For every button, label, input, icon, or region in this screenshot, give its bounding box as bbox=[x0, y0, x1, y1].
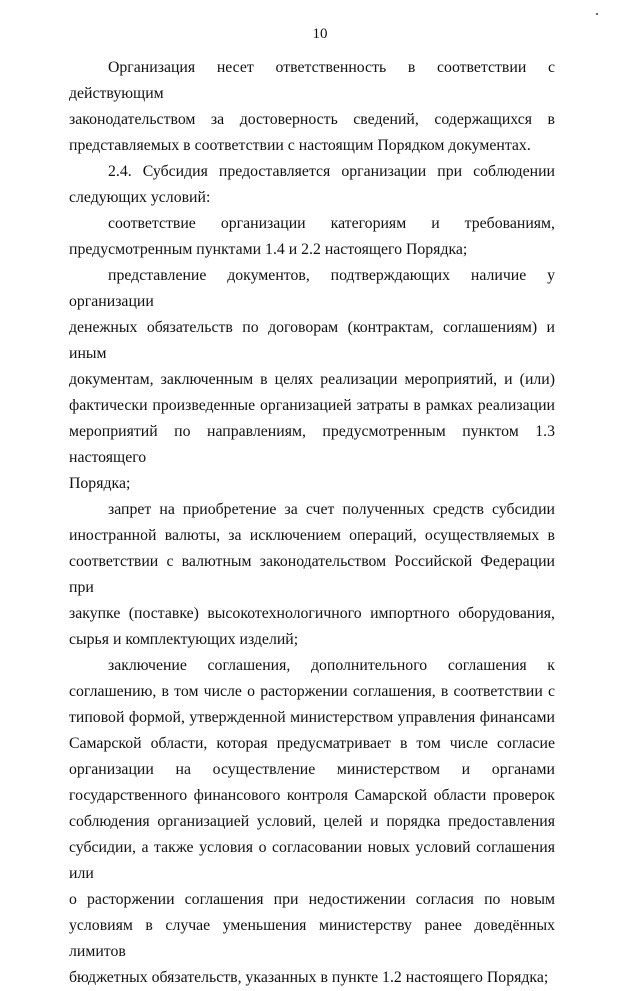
text-line: мероприятий по направлениям, предусмотренным пунктом 1.3 настоящего bbox=[69, 423, 555, 466]
text-line: документам, заключенным в целях реализации мероприятий, и (или) bbox=[69, 371, 555, 388]
page-number: 10 bbox=[312, 26, 328, 42]
paragraph bbox=[69, 159, 555, 211]
text-line: 2.4. Субсидия предоставляется организации при соблюдении bbox=[108, 163, 555, 180]
text-line: иностранной валюты, за исключением операций, осуществляемых в bbox=[69, 527, 555, 544]
document-body bbox=[69, 55, 555, 991]
text-line: следующих условий: bbox=[69, 189, 211, 206]
text-line: организации на осуществление министерством и органами bbox=[69, 761, 555, 778]
text-line: типовой формой, утвержденной министерством управления финансами bbox=[69, 709, 555, 726]
text-line: субсидии, а также условия о согласовании новых условий соглашения или bbox=[69, 839, 555, 882]
paragraph bbox=[69, 55, 555, 159]
text-line: соглашению, в том числе о расторжении соглашения, в соответствии с bbox=[69, 683, 555, 700]
text-line: государственного финансового контроля Самарской области проверок bbox=[69, 787, 555, 804]
text-line: соответствие организации категориям и требованиям, bbox=[108, 215, 555, 232]
paragraph bbox=[69, 211, 555, 263]
text-line: Организация несет ответственность в соответствии с действующим bbox=[69, 59, 555, 102]
text-line: условиям в случае уменьшения министерству ранее доведённых лимитов bbox=[69, 917, 555, 960]
text-line: денежных обязательств по договорам (контрактам, соглашениям) и иным bbox=[69, 319, 555, 362]
paragraph bbox=[69, 653, 555, 991]
text-line: сырья и комплектующих изделий; bbox=[69, 631, 299, 648]
text-line: заключение соглашения, дополнительного соглашения к bbox=[108, 657, 555, 674]
paragraph bbox=[69, 497, 555, 653]
text-line: Порядка; bbox=[69, 475, 131, 492]
text-line: законодательством за достоверность сведений, содержащихся в bbox=[69, 111, 555, 128]
text-line: соблюдения организацией условий, целей и порядка предоставления bbox=[69, 813, 555, 830]
text-line: фактически произведенные организацией затраты в рамках реализации bbox=[69, 397, 555, 414]
text-line: Самарской области, которая предусматривает в том числе согласие bbox=[69, 735, 555, 752]
paragraph bbox=[69, 263, 555, 497]
text-line: представляемых в соответствии с настоящим Порядком документах. bbox=[69, 137, 531, 154]
text-line: предусмотренным пунктами 1.4 и 2.2 настоящего Порядка; bbox=[69, 241, 468, 258]
text-line: бюджетных обязательств, указанных в пункте 1.2 настоящего Порядка; bbox=[69, 969, 549, 986]
text-line: соответствии с валютным законодательством Российской Федерации при bbox=[69, 553, 555, 596]
scan-speck bbox=[596, 13, 598, 15]
text-line: о расторжении соглашения при недостижении согласия по новым bbox=[69, 891, 555, 908]
text-line: закупке (поставке) высокотехнологичного импортного оборудования, bbox=[69, 605, 555, 622]
text-line: запрет на приобретение за счет полученных средств субсидии bbox=[108, 501, 555, 518]
text-line: представление документов, подтверждающих наличие у организации bbox=[69, 267, 555, 310]
